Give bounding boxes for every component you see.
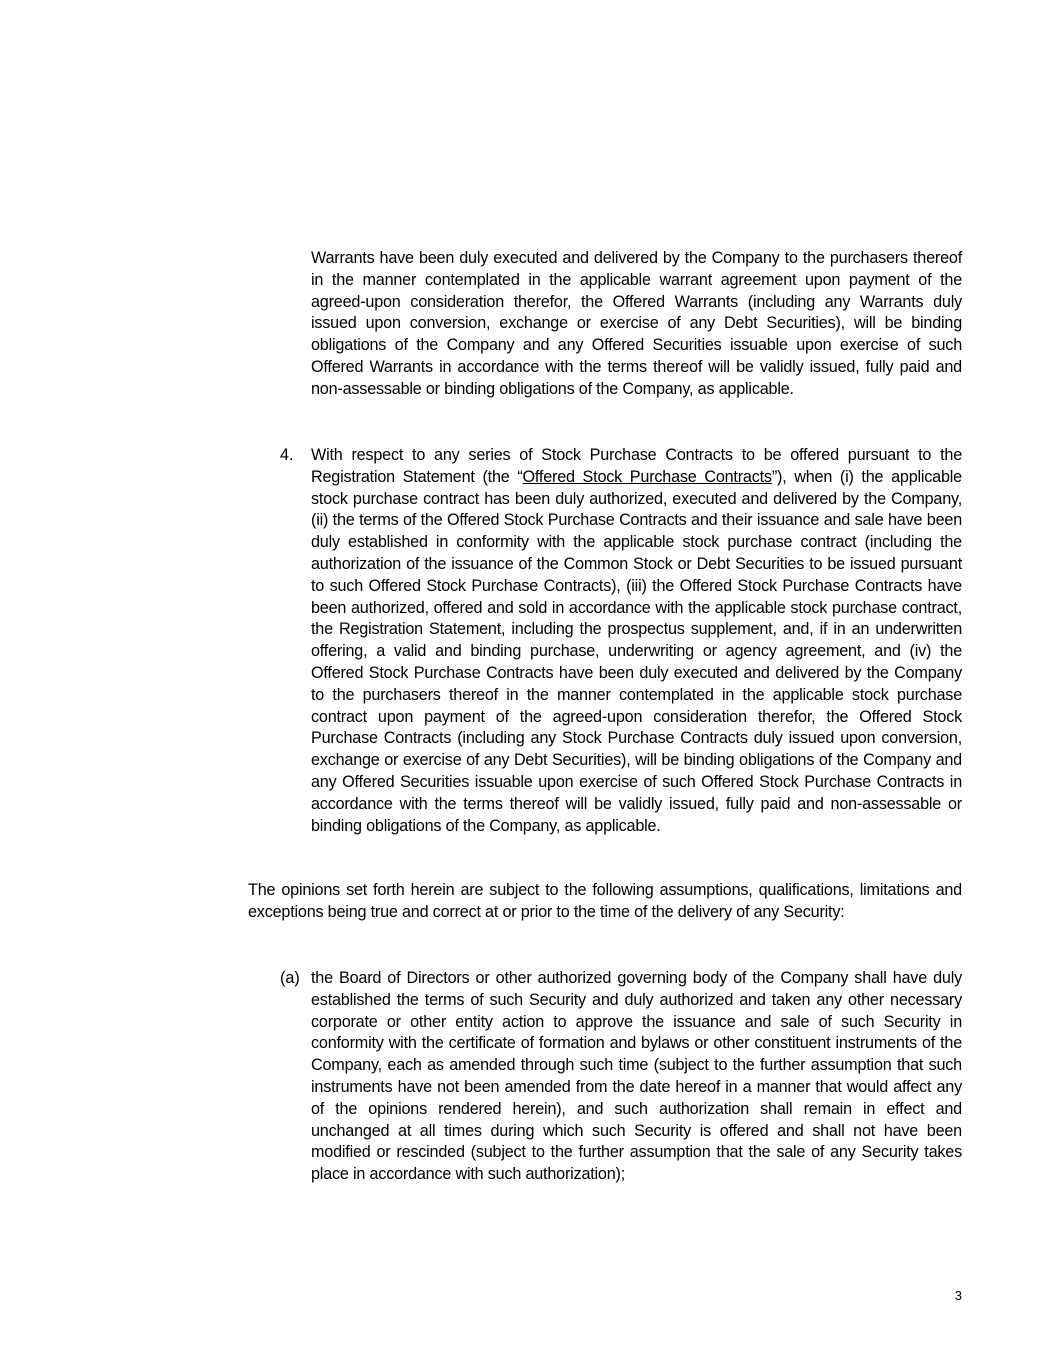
item-a-marker: (a) [280, 969, 300, 987]
opinions-paragraph: The opinions set forth herein are subject to the following assumptions, qualifications, limitations and exceptions being true and correct at or prior to the time of the delivery of any Security: [248, 881, 962, 921]
item-4-text-before: With respect to any series of Stock Purchase Contracts to be offered pursuant to the Registration Statement (the “ [311, 446, 962, 486]
page-number: 3 [954, 1288, 962, 1303]
item-4-paragraph [311, 445, 962, 837]
item-a-paragraph: the Board of Directors or other authorized governing body of the Company shall have duly established the terms of such Security and duly authorized and taken any other necessary corporate or other entity action to approve the issuance and sale of such Security in conformity with the certificate of formation and bylaws or other constituent instruments of the Company, each as amended through such time (subject to the further assumption that such instruments have not been amended from the date hereof in a manner that would affect any of the opinions rendered herein), and such authorization shall remain in effect and unchanged at all times during which such Security is offered and shall not have been modified or rescinded (subject to the further assumption that the sale of any Security takes place in accordance with such authorization); [311, 969, 962, 1184]
item-4-text-after: ”), when (i) the applicable stock purchase contract has been duly authorized, executed and delivered by the Company, (ii) the terms of the Offered Stock Purchase Contracts and their issuance and sale have been duly established in conformity with the applicable stock purchase contract (including the authorization of the issuance of the Common Stock or Debt Securities to be issued pursuant to such Offered Stock Purchase Contracts), (iii) the Offered Stock Purchase Contracts have been authorized, offered and sold in accordance with the applicable stock purchase contract, the Registration Statement, including the prospectus supplement, and, if in an underwritten offering, a valid and binding purchase, underwriting or agency agreement, and (iv) the Offered Stock Purchase Contracts have been duly executed and delivered by the Company to the purchasers thereof in the manner contemplated in the applicable stock purchase contract upon payment of the agreed-upon consideration therefor, the Offered Stock Purchase Contracts (including any Stock Purchase Contracts duly issued upon conversion, exchange or exercise of any Debt Securities), will be binding obligations of the Company and any Offered Securities issuable upon exercise of such Offered Stock Purchase Contracts in accordance with the terms thereof will be validly issued, fully paid and non-assessable or binding obligations of the Company, as applicable. [311, 467, 962, 835]
continuation-paragraph: Warrants have been duly executed and delivered by the Company to the purchasers thereof in the manner contemplated in the applicable warrant agreement upon payment of the agreed-upon consideration therefor, the Offered Warrants (including any Warrants duly issued upon conversion, exchange or exercise of any Debt Securities), will be binding obligations of the Company and any Offered Securities issuable upon exercise of such Offered Warrants in accordance with the terms thereof will be validly issued, fully paid and non-assessable or binding obligations of the Company, as applicable. [311, 249, 962, 398]
defined-term-offered-stock-purchase-contracts: Offered Stock Purchase Contracts [522, 467, 772, 486]
item-4-marker: 4. [280, 446, 294, 464]
